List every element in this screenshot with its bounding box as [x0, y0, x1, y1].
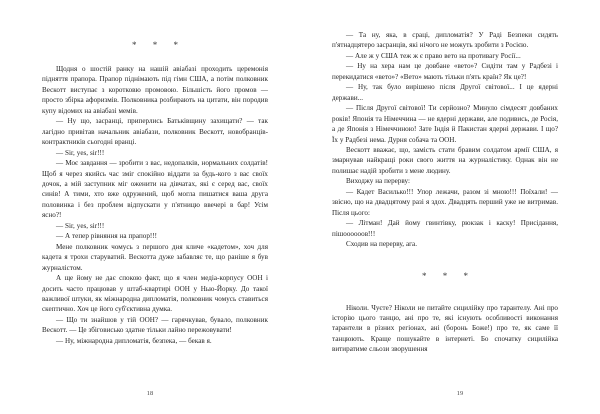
paragraph: — Ну на хера нам це довбане «вето»? Сидіти там у Радбезі і перекидатися «вето»? «Вето» мають тільки п'ять країн? Як це?!	[332, 62, 558, 81]
paragraph: Сходив на перерву, ага.	[346, 240, 418, 249]
paragraph: Щодня о шостій ранку на нашій авіабазі проходить церемонія підняття прапора. Прапор піднімають під гімн США, а потім полковник Вескотт виступає з коротковю промовою. Більшість його промов — просто збірка афоризмів. Полковника розбирають на цитати, він породив купу відомих на авіабазі мемів.	[42, 65, 268, 115]
section-divider-right: * * *	[422, 270, 475, 281]
paragraph: — Ну, так було вирішено після Другої світової... І це ядерні держави...	[332, 83, 558, 102]
paragraph: — Sir, yes, sir!!!	[56, 221, 105, 230]
paragraph: Мене полковник чомусь з першого дня кличе «кадетом», хоч для кадета я трохи старуватий. Вескотта дуже забавляє те, що раніше я був журналістом.	[42, 242, 268, 272]
paragraph: Виходжу на перерву:	[346, 177, 410, 186]
paragraph: — Що ти знайшов у тій ООН? — гарячкував, бувало, полковник Вескотт. — Це збіговисько здатне тільки лайно пережовувати!	[42, 315, 268, 335]
paragraph: — Sir, yes, sir!!!	[56, 148, 105, 157]
top-spacer	[332, 22, 558, 30]
paragraph: Ніколи. Чуєте? Ніколи не питайте сицилійку про тарантелу. Ані про історію цього танцю, ані про те, які існують особливості виконання тарантели в різних регіонах, ані (боронь Боже!) про те, як саме її танцюють. Краще пошукайте в інтернеті. Бо спочатку сицилійка витиратиме сльози зворушення	[332, 303, 558, 354]
paragraph: — Моє завдання — зробити з вас, недопалків, нормальних солдатів! Щоб я через якийсь час зміг спокійно віддати за будь-кого з вас своїх дочок, а мій заступник міг оженити на дівчатах, які є серед вас, своїх синів! А тими, хто вже одружений, щоб могла пишатися ваша друга половинка і без проблем відпускати у п'ятницю ввечері в бар! Усім ясно?!	[42, 159, 268, 220]
paragraph: — Ну що, засранці, приперлись Батьківщину захищати? — так лагідно привітав начальник авіабази, полковник Вескотт, новобранців-контрактників сьогодні вранці.	[42, 117, 268, 147]
paragraph: Вескотт вважає, що, замість стати бравим солдатом армії США, я змарнував найкращі роки свого життя на журналістику. Однак він не полишає надій зробити з мене людину.	[332, 145, 558, 175]
page-number-left: 18	[146, 390, 154, 397]
paragraph: — Але ж у США теж ж є право вето на противагу Росії...	[346, 51, 521, 60]
paragraph: — Ну, міжнародна дипломатія, безпека, — бекав я.	[56, 336, 212, 345]
top-spacer	[42, 22, 268, 30]
page-right	[300, 0, 600, 414]
section-divider-top-left: * * *	[132, 40, 185, 50]
paragraph: — Кадет Василько!!! Упор лежачи, разом зі мною!!! Поїхали! — звісно, що на двадцятому разі я здох. Двадцять перший уже не витримав. Після цього:	[332, 187, 558, 217]
paragraph: — А тепер рівняння на прапор!!!	[56, 232, 158, 241]
page-number-right: 19	[456, 390, 464, 397]
paragraph: А ще йому не дає спокою факт, що я член медіа-корпусу ООН і досить часто працював у штаб-квартирі ООН у Нью-Йорку. До такої важливої штуки, як міжнародна дипломатія, полковник чомусь ставиться скептично. Хоч це його суб'єктивна думка.	[42, 274, 268, 314]
paragraph: — Літман! Дай йому гвинтівку, рюкзак і каску! Присідання, пішоооооов!!!	[332, 219, 558, 238]
paragraph: — Після Другої світової! Ти серйозно? Минуло сімдесят довбаних років! Японія та Німеччина — не ядерні держави, але подивись, де Росія, а де Японія з Німеччиною! Зате Індія й Пакистан ядерні держави. І що? Їх у Радбезі нема. Дурня собача та ООН.	[332, 104, 558, 144]
paragraph: — Та ну, яка, в сраці, дипломатія? У Раді Безпеки сидять п'ятнадцятеро засранців, які нічого не можуть зробити з Росією.	[332, 31, 558, 50]
